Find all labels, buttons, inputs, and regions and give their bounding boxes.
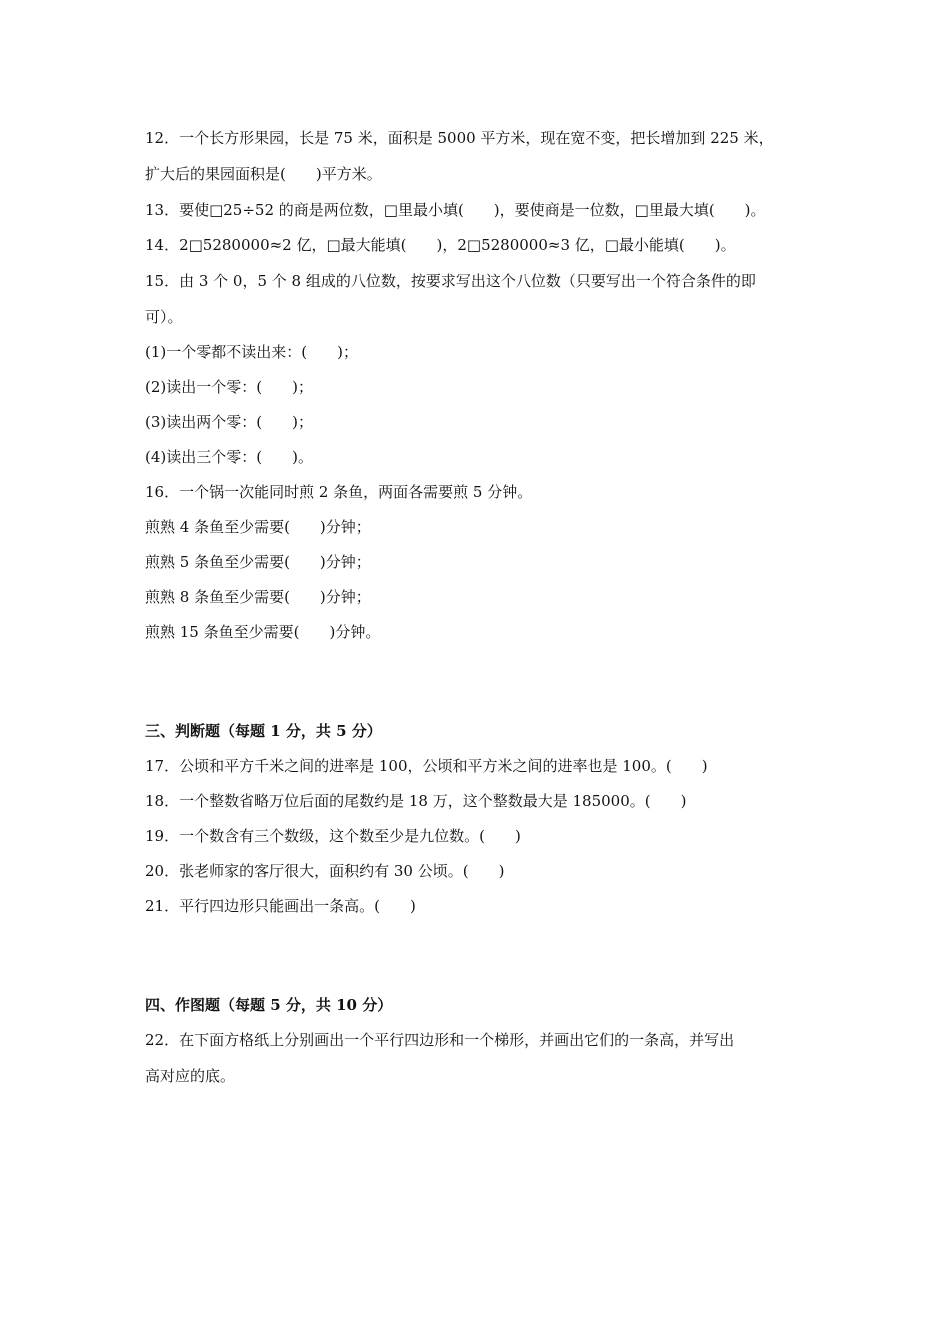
- question-16-part-2: 煎熟 5 条鱼至少需要( )分钟；: [145, 553, 371, 571]
- question-15-line-1: 15．由 3 个 0，5 个 8 组成的八位数，按要求写出这个八位数（只要写出一个符合条件的即: [145, 272, 756, 290]
- question-15-part-4: (4)读出三个零：( )。: [145, 448, 313, 466]
- question-21: 21．平行四边形只能画出一条高。( ): [145, 897, 416, 915]
- question-15-part-1: (1)一个零都不读出来：( )；: [145, 343, 358, 361]
- question-13: 13．要使□25÷52 的商是两位数，□里最小填( )，要使商是一位数，□里最大填( )。: [145, 201, 766, 219]
- question-22-line-2: 高对应的底。: [145, 1067, 236, 1085]
- question-22-line-1: 22．在下面方格纸上分别画出一个平行四边形和一个梯形，并画出它们的一条高，并写出: [145, 1031, 735, 1049]
- question-17: 17．公顷和平方千米之间的进率是 100，公顷和平方米之间的进率也是 100。( ): [145, 757, 708, 775]
- question-12-line-1: 12．一个长方形果园，长是 75 米，面积是 5000 平方米，现在宽不变，把长增加到 225 米，: [145, 129, 774, 147]
- question-12-line-2: 扩大后的果园面积是( )平方米。: [145, 165, 382, 183]
- question-16-part-3: 煎熟 8 条鱼至少需要( )分钟；: [145, 588, 371, 606]
- question-18: 18．一个整数省略万位后面的尾数约是 18 万，这个整数最大是 185000。( ): [145, 792, 687, 810]
- question-19: 19．一个数含有三个数级，这个数至少是九位数。( ): [145, 827, 521, 845]
- question-15-line-2: 可）。: [145, 308, 183, 326]
- question-16-part-4: 煎熟 15 条鱼至少需要( )分钟。: [145, 623, 381, 641]
- question-20: 20．张老师家的客厅很大，面积约有 30 公顷。( ): [145, 862, 505, 880]
- section-3-heading: 三、判断题（每题 1 分，共 5 分）: [145, 722, 382, 740]
- question-15-part-3: (3)读出两个零：( )；: [145, 413, 313, 431]
- question-16-part-1: 煎熟 4 条鱼至少需要( )分钟；: [145, 518, 371, 536]
- question-15-part-2: (2)读出一个零：( )；: [145, 378, 313, 396]
- question-16: 16．一个锅一次能同时煎 2 条鱼，两面各需要煎 5 分钟。: [145, 483, 533, 501]
- question-14: 14．2□5280000≈2 亿，□最大能填( )，2□5280000≈3 亿，□最小能填( )。: [145, 236, 736, 254]
- section-4-heading: 四、作图题（每题 5 分，共 10 分）: [145, 996, 393, 1014]
